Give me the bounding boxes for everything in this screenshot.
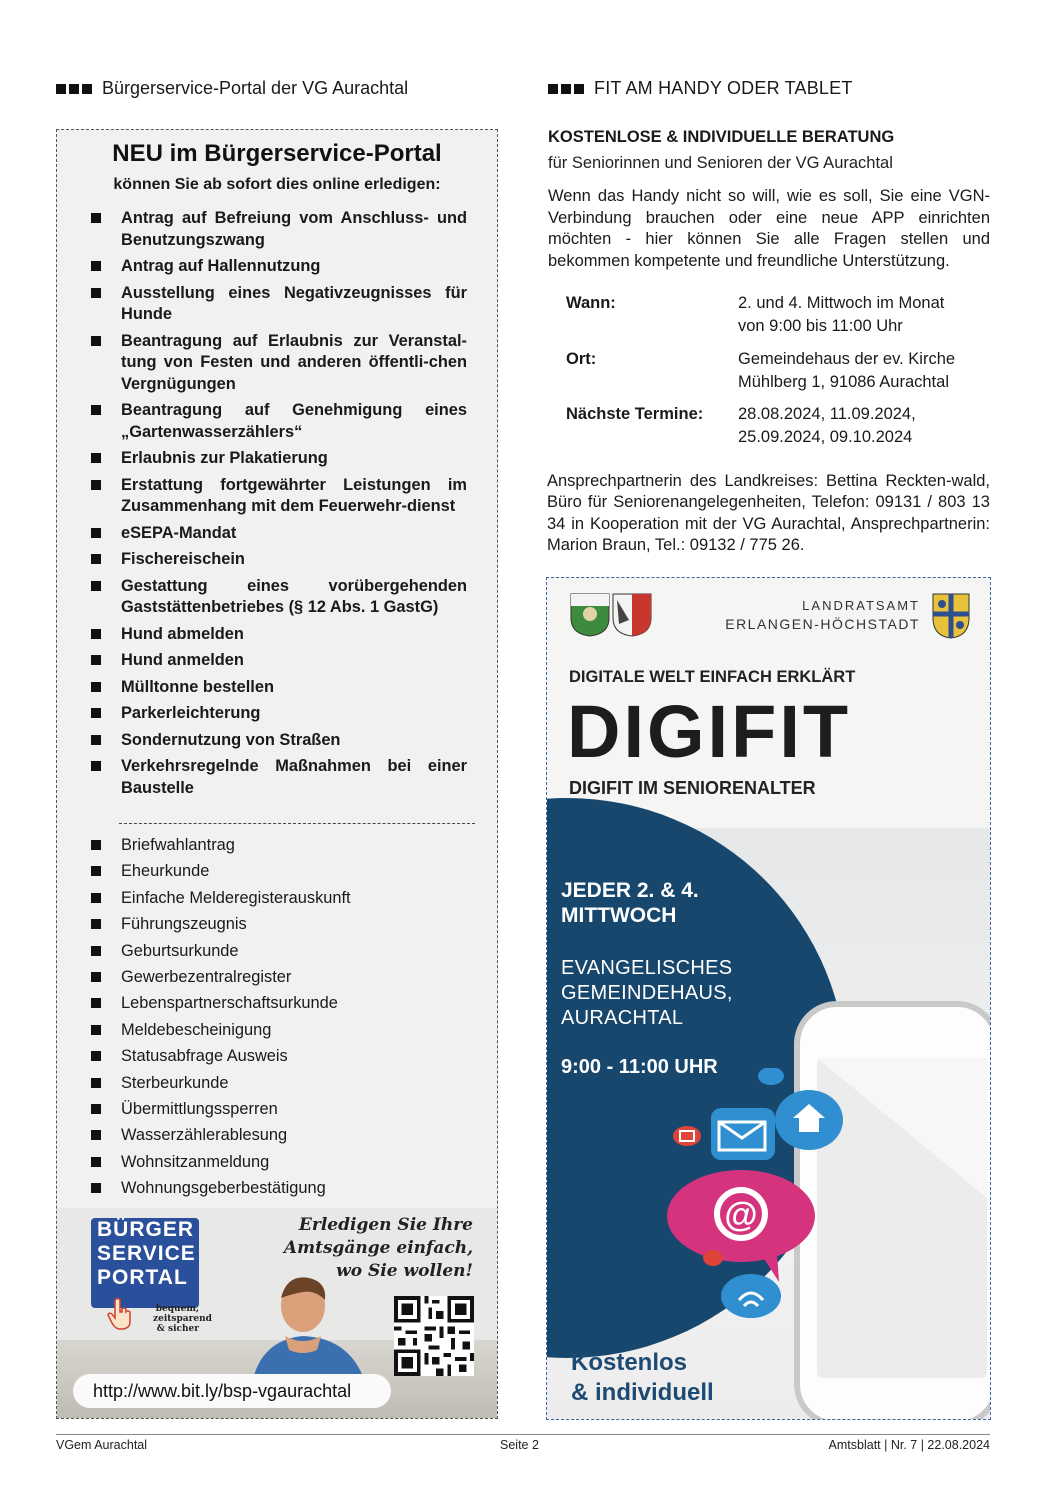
bold-service-list [91, 208, 467, 804]
flyer-when [561, 878, 699, 928]
footer-publisher: VGem Aurachtal [56, 1438, 148, 1452]
info-line: 2. und 4. Mittwoch im Monat [738, 294, 945, 312]
service-item: Eheurkunde [91, 861, 467, 883]
service-item: Einfache Melderegisterauskunft [91, 888, 467, 910]
digifit-flyer [546, 577, 991, 1420]
beratung-title: KOSTENLOSE & INDIVIDUELLE BERATUNG [548, 128, 895, 146]
qr-code [394, 1296, 474, 1376]
flyer-subline: DIGIFIT IM SENIORENALTER [569, 778, 816, 798]
claim-line: & individuell [571, 1379, 714, 1406]
service-item: Sterbeurkunde [91, 1073, 467, 1095]
logo-line: BÜRGER [97, 1218, 195, 1241]
info-label: Ort: [566, 350, 597, 368]
info-value [738, 403, 1008, 449]
portal-title: NEU im Bürgerservice-Portal [112, 140, 442, 167]
service-item: Wohnungsgeberbestätigung [91, 1178, 467, 1200]
service-item: Briefwahlantrag [91, 835, 467, 857]
where-line: GEMEINDEHAUS, [561, 982, 733, 1004]
municipal-crests-icon [569, 592, 653, 638]
info-value [738, 348, 1008, 394]
tagline-line: & sicher [156, 1324, 199, 1334]
smiling-man-image [241, 1270, 381, 1388]
plain-service-list [91, 835, 467, 1204]
where-line: AURACHTAL [561, 1007, 684, 1029]
info-line: 28.08.2024, 11.09.2024, [738, 405, 916, 423]
portal-url[interactable]: http://www.bit.ly/bsp-vgaurachtal [73, 1374, 391, 1408]
digifit-logo: DIGIFIT [567, 690, 852, 773]
service-item: Lebenspartnerschaftsurkunde [91, 993, 467, 1015]
service-item: Erstattung fortgewährter Leistungen im Zusammenhang mit dem Feuerwehr-dienst [91, 475, 467, 518]
service-item: Hund anmelden [91, 650, 467, 672]
tagline-line: bequem, [155, 1304, 199, 1314]
service-item: Statusabfrage Ausweis [91, 1046, 467, 1068]
service-item: Beantragung auf Genehmigung eines „Gartenwasserzählers“ [91, 400, 467, 443]
logo-line: PORTAL [97, 1266, 188, 1289]
service-item: Parkerleichterung [91, 703, 467, 725]
svg-text:@: @ [724, 1196, 758, 1234]
footer-issue: Amtsblatt | Nr. 7 | 22.08.2024 [828, 1438, 990, 1452]
portal-box [56, 129, 498, 1419]
service-item: Verkehrsregelnde Maßnahmen bei einer Baustelle [91, 756, 467, 799]
service-item: Geburtsurkunde [91, 941, 467, 963]
service-item: Meldebescheinigung [91, 1020, 467, 1042]
list-divider [119, 823, 475, 824]
where-line: EVANGELISCHES [561, 957, 733, 979]
heading-squares-icon [56, 84, 92, 94]
info-label: Wann: [566, 294, 616, 312]
info-line: Gemeindehaus der ev. Kirche [738, 350, 956, 368]
flyer-where [561, 956, 733, 1031]
service-item: Hund abmelden [91, 624, 467, 646]
footer-rule [56, 1434, 990, 1435]
service-item: Wasserzählerablesung [91, 1125, 467, 1147]
flyer-time: 9:00 - 11:00 UHR [561, 1056, 718, 1078]
service-item: Gewerbezentralregister [91, 967, 467, 989]
info-value [738, 292, 1008, 338]
portal-promo [57, 1208, 497, 1418]
beratung-body: Wenn das Handy nicht so will, wie es soll, Sie eine VGN-Verbindung brauchen oder eine neue APP einrichten möchten - hier können Sie alle Fragen stellen und bekommen kompetente und freundliche Unterstützung. [548, 187, 990, 270]
service-item: eSEPA-Mandat [91, 523, 467, 545]
service-item: Gestattung eines vorübergehenden Gaststättenbetriebes (§ 12 Abs. 1 GastG) [91, 576, 467, 619]
slogan-line: Erledigen Sie Ihre [298, 1215, 473, 1235]
flyer-kicker: DIGITALE WELT EINFACH ERKLÄRT [569, 668, 856, 686]
slogan-line: Amtsgänge einfach, [283, 1238, 473, 1258]
landratsamt-line: LANDRATSAMT [802, 598, 920, 613]
service-item: Wohnsitzanmeldung [91, 1152, 467, 1174]
landratsamt-line: ERLANGEN-HÖCHSTADT [725, 616, 920, 632]
app-bubbles-icon [651, 1068, 881, 1338]
claim-line: Kostenlos [571, 1349, 688, 1376]
service-item: Fischereischein [91, 549, 467, 571]
right-heading-text: FIT AM HANDY ODER TABLET [594, 78, 853, 98]
logo-line: SERVICE [97, 1242, 196, 1265]
service-item: Antrag auf Befreiung vom Anschluss- und Benutzungszwang [91, 208, 467, 251]
service-item: Ausstellung eines Negativzeugnisses für Hunde [91, 283, 467, 326]
service-item: Führungszeugnis [91, 914, 467, 936]
info-line: 25.09.2024, 09.10.2024 [738, 428, 913, 446]
service-item: Beantragung auf Erlaubnis zur Veranstal-tung von Festen und anderen öffentli-chen Vergnügungen [91, 331, 467, 396]
info-line: von 9:00 bis 11:00 Uhr [738, 317, 903, 335]
service-item: Erlaubnis zur Plakatierung [91, 448, 467, 470]
right-section-heading [548, 78, 853, 99]
landratsamt-label [725, 596, 920, 634]
service-item: Übermittlungssperren [91, 1099, 467, 1121]
buergerservice-logo [91, 1218, 199, 1308]
service-item: Mülltonne bestellen [91, 677, 467, 699]
service-item: Antrag auf Hallennutzung [91, 256, 467, 278]
left-section-heading [56, 78, 408, 99]
portal-subtitle: können Sie ab sofort dies online erledigen: [113, 176, 441, 193]
footer-page-number: Seite 2 [500, 1438, 539, 1452]
district-crest-icon [931, 592, 971, 640]
logo-tagline [153, 1304, 212, 1334]
info-label: Nächste Termine: [566, 405, 704, 423]
when-line: MITTWOCH [561, 904, 677, 927]
info-line: Mühlberg 1, 91086 Aurachtal [738, 373, 949, 391]
heading-squares-icon [548, 84, 584, 94]
when-line: JEDER 2. & 4. [561, 879, 699, 902]
contact-info: Ansprechpartnerin des Landkreises: Bettina Reckten-wald, Büro für Seniorenangelegenheiten, Telefon: 09131 / 803 13 34 in Kooperation mit der VG Aurachtal, Ansprechpartnerin: Marion Braun, Tel.: 09132 / 775 26. [547, 472, 990, 554]
service-item: Sondernutzung von Straßen [91, 730, 467, 752]
tagline-line: zeitsparend [153, 1314, 212, 1324]
flyer-claim [571, 1348, 714, 1408]
pointing-hand-icon [105, 1296, 135, 1330]
slogan-line: wo Sie wollen! [336, 1261, 473, 1281]
beratung-subtitle: für Seniorinnen und Senioren der VG Aurachtal [548, 154, 893, 172]
left-heading-text: Bürgerservice-Portal der VG Aurachtal [102, 78, 409, 98]
